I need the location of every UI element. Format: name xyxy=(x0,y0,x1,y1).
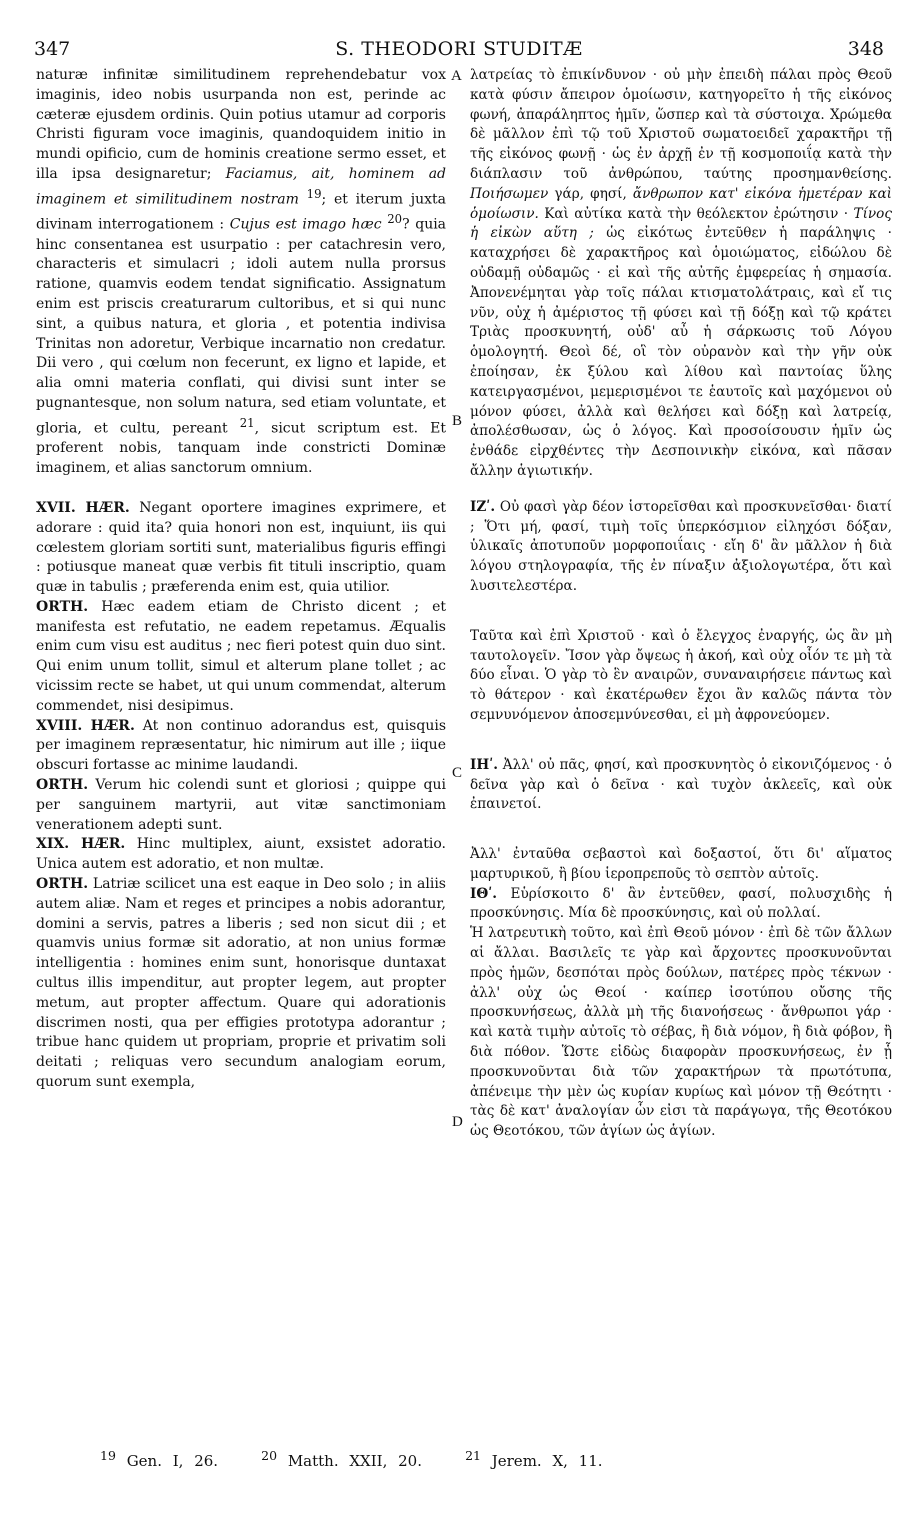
footnote: $^{20}$ Matth. XXII, 20. xyxy=(261,1448,422,1470)
latin-paragraph: XVIII. HÆR. At non continuo adorandus est, quisquis per imaginem repræsentatur, hic nimirum aut ille ; iique obscuri fortasse ac minime laudandi. xyxy=(36,717,447,774)
footnote: $^{19}$ Gen. I, 26. xyxy=(100,1448,219,1470)
page-number-left: 347 xyxy=(34,38,71,60)
scripture-quote: Faciamus, ait, hominem ad imaginem et similitudinem nostram xyxy=(36,165,446,208)
section-label: ΙΖʹ. xyxy=(470,498,496,515)
latin-paragraph: ORTH. Latriæ scilicet una est eaque in Deo solo ; in aliis autem aliæ. Nam et reges et principes a nobis adorantur, domini a servis, patres a liberis ; sed non sicut dii ; et quamvis unius formæ sit adoratio, at non unius formæ intelligentia : homines enim sunt, honorisque duntaxat cultus illis impenditur, aut propter legem, aut propter metum, aut propter affectum. Quare qui adorationis discrimen nosti, qua per effigies prototypa adorantur ; tribue hanc quidem ut propriam, proprie et privatim soli deitati ; reliquas vero secundum analogiam eorum, quorum sunt exempla, xyxy=(36,876,446,1091)
latin-paragraph: ORTH. Verum hic colendi sunt et gloriosi ; quippe qui per sanguinem martyrii, aut vitæ sanctimoniam venerationem adepti sunt. xyxy=(36,777,446,833)
section-label: ORTH. xyxy=(36,598,89,615)
latin-column xyxy=(36,66,446,1093)
section-label: ORTH. xyxy=(36,876,89,893)
section-label: XVII. HÆR. xyxy=(36,499,130,516)
latin-paragraph: XIX. HÆR. Hinc multiplex, aiunt, exsistet adoratio. Unica autem est adoratio, et non multæ. xyxy=(36,836,446,873)
footnote-number: 21 xyxy=(465,1448,481,1463)
section-label: ORTH. xyxy=(36,777,89,794)
latin-paragraph: XVII. HÆR. Negant oportere imagines exprimere, et adorare : quid ita? quia honori non est, inquiunt, iis qui cœlestem gloriam sortiti sunt, materialibus figuris effingi : potiusque maneat quæ verbis fit tituli inscriptio, quam quæ in tabulis ; præferenda enim est, quia utilior. xyxy=(36,499,446,596)
scripture-quote: Ποιήσωμεν xyxy=(470,185,549,202)
footnote-number: 20 xyxy=(261,1448,278,1463)
scripture-quote: Τίνος ἡ εἰκὼν αὕτη ; xyxy=(470,205,892,242)
footnote-ref: 19 xyxy=(306,186,322,201)
page-number-right: 348 xyxy=(847,38,884,60)
footnotes xyxy=(100,1448,800,1470)
greek-paragraph: λατρείας τὸ ἐπικίνδυνον · οὐ μὴν ἐπειδὴ πάλαι πρὸς Θεοῦ κατὰ φύσιν ἄπειρον ὁμοίωσιν, κατηγορεῖτο ἡ τῆς εἰκόνος φωνή, ἀπαράληπτος ἡμῖν, ὥσπερ καὶ τὰ σύστοιχα. Χρώμεθα δὲ μᾶλλον ἐπὶ τῷ τοῦ Χριστοῦ σωματοειδεῖ χαρακτῆρι τῇ τῆς εἰκόνος φωνῇ · ὡς ἐν ἀρχῇ ἐν τῇ κοσμοποιΐᾳ κατὰ τὴν διάπλασιν τοῦ ἀνθρώπου, ταύτης προσημανθείσης. Ποιήσωμεν γάρ, φησί, ἄνθρωπον κατ' εἰκόνα ἡμετέραν καὶ ὁμοίωσιν. Καὶ αὐτίκα κατὰ τὴν θεόλεκτον ἐρώτησιν · Τίνος ἡ εἰκὼν αὕτη ; ὡς εἰκότως ἐντεῦθεν ἡ παράληψις · καταχρήσει δὲ χαρακτῆρος καὶ ὁμοιώματος, εἰδώλου δὲ οὐδαμῇ οὐδαμῶς · εἰ καὶ τῆς αὐτῆς ἐμφερείας ἡ σημασία. Ἀπονενέμηται γὰρ τοῖς πάλαι κτισματολάτραις, καὶ εἴ τις νῦν, οὐχ ἡ ἀμέριστος τῇ φύσει καὶ τῇ δόξῃ καὶ τῷ κράτει Τριὰς προσκυνητή, οὐδ' αὖ ἡ σάρκωσις τοῦ Λόγου ὁμολογητή. Θεοὶ δέ, οἳ τὸν οὐρανὸν καὶ τὴν γῆν οὐκ ἐποίησαν, ἐκ ξύλου καὶ λίθου καὶ παντοίας ὕλης κατειργασμένοι, μεμερισμένοι τε ἑαυτοῖς καὶ μαχόμενοι οὐ μόνον φύσει, ἀλλὰ καὶ θελήσει καὶ δόξῃ καὶ λατρείᾳ, ἀπολέσθωσαν, ὡς ὁ λόγος. Καὶ προσοίσουσιν ἡμῖν ὡς ἐνθάδε εἰρχθέντες τὴν Δεσποινικὴν εἰκόνα, καὶ πᾶσαν ἄλλην ἁγιωτικήν. xyxy=(470,67,892,479)
scripture-quote: Cujus est imago hæc xyxy=(229,216,382,233)
greek-paragraph: Ἀλλ' ἐνταῦθα σεβαστοὶ καὶ δοξαστοί, ὅτι δι' αἵματος μαρτυρικοῦ, ἢ βίου ἱεροπρεποῦς τὸ σεπτὸν αὐτοῖς. xyxy=(470,846,892,882)
footnote: $^{21}$ Jerem. X, 11. xyxy=(465,1448,603,1470)
margin-marker-b: B xyxy=(452,413,463,429)
greek-paragraph: ΙΗʹ. Ἀλλ' οὐ πᾶς, φησί, καὶ προσκυνητὸς ὁ εἰκονιζόμενος · ὁ δεῖνα γὰρ καὶ ὁ δεῖνα · καὶ τυχὸν ἀκλεεῖς, καὶ οὐκ ἐπαινετοί. xyxy=(470,756,892,813)
greek-paragraph: ΙΖʹ. Οὐ φασὶ γὰρ δέον ἱστορεῖσθαι καὶ προσκυνεῖσθαι· διατί ; Ὅτι μή, φασί, τιμὴ τοῖς ὑπερκόσμιον εἰληχόσι δόξαν, ὑλικαῖς ἀποτυποῦν μορφοποιΐαις · εἴη δ' ἂν μᾶλλον ἡ διὰ λόγου στηλογραφία, τῆς ἐν πίναξιν ἀξιολογωτέρα, ὅτι καὶ λυσιτελεστέρα. xyxy=(470,498,893,594)
footnote-number: 19 xyxy=(100,1448,116,1463)
running-header xyxy=(34,38,884,64)
margin-marker-d: D xyxy=(452,1114,463,1130)
section-label: ΙΗʹ. xyxy=(470,756,499,773)
footnote-ref: 20 xyxy=(387,212,403,227)
greek-paragraph: ΙΘʹ. Εὑρίσκοιτο δ' ἂν ἐντεῦθεν, φασί, πολυσχιδὴς ἡ προσκύνησις. Μία δὲ προσκύνησις, καὶ οὐ πολλαί. xyxy=(470,885,892,922)
scripture-quote: ἄνθρωπον κατ' εἰκόνα ἡμετέραν καὶ ὁμοίωσιν. xyxy=(470,185,892,222)
section-label: XIX. HÆR. xyxy=(36,836,126,853)
margin-marker-a: A xyxy=(451,68,462,84)
greek-paragraph: Ταῦτα καὶ ἐπὶ Χριστοῦ · καὶ ὁ ἔλεγχος ἐναργής, ὡς ἂν μὴ ταυτολογεῖν. Ἴσον γὰρ ὄψεως ἡ ἀκοή, καὶ οὐχ οἷόν τε μὴ τὰ δύο εἶναι. Ὁ γὰρ τὸ ἓν αναιρῶν, συναναιρήσειε πάντως καὶ τὸ θάτερον · καὶ ἑκατέρωθεν ἔχοι ἂν καλῶς πάντα τὸν σεμνυνόμενον ἀποσεμνύνεσθαι, εἰ μὴ ἀφρονεύομεν. xyxy=(470,627,892,723)
margin-marker-c: C xyxy=(452,765,463,781)
running-title: S. THEODORI STUDITÆ xyxy=(335,38,583,60)
greek-paragraph: Ἡ λατρευτικὴ τοῦτο, καὶ ἐπὶ Θεοῦ μόνον · ἐπὶ δὲ τῶν ἄλλων αἱ ἄλλαι. Βασιλεῖς τε γὰρ καὶ ἄρχοντες προσκυνοῦνται πρὸς ἡμῶν, δεσπόται πρὸς δούλων, πατέρες πρὸς τέκνων · ἀλλ' οὐχ ὡς Θεοί · καίπερ ἰσοτύπου οὔσης τῆς προσκυνήσεως, ἀλλὰ μὴ τῆς διανοήσεως · ἄνθρωποι γάρ · καὶ κατὰ τιμὴν αὐτοῖς τὸ σέβας, ἢ διὰ νόμον, ἢ διὰ φόβον, ἢ διὰ πόθον. Ὥστε εἰδὼς διαφορὰν προσκυνήσεως, ἐν ᾗ προσκυνοῦνται διὰ τῶν χαρακτήρων τὰ πρωτότυπα, ἀπένειμε τὴν μὲν ὡς κυρίαν κυρίως καὶ μόνον τῇ Θεότητι · τὰς δὲ κατ' ἀναλογίαν ὧν εἰσι τὰ παράγωγα, τῆς Θεοτόκου ὡς Θεοτόκου, τῶν ἁγίων ὡς ἁγίων. xyxy=(470,925,892,1140)
section-label: XVIII. HÆR. xyxy=(36,717,135,734)
latin-paragraph: naturæ infinitæ similitudinem reprehendebatur vox imaginis, ideo nobis usurpanda non est, perinde ac cæteræ ejusdem ordinis. Quin potius utamur ad corporis Christi figuram voce imaginis, quandoquidem initio in mundi opificio, cum de hominis creatione sermo esset, et illa ipsa designaretur; Faciamus, ait, hominem ad imaginem et similitudinem nostram $^{19}$; et iterum juxta divinam interrogationem : Cujus est imago hæc $^{20}$? quia hinc consentanea est usurpatio : per catachresin vero, characteris et simulacri ; idoli autem nulla prorsus ratione, quamvis eodem tendat significatio. Assignatum enim est priscis creaturarum cultoribus, et si qui nunc sint, a quibus natura, et gloria , et potentia indivisa Trinitas non adoretur, Verbique incarnatio non credatur. Dii vero , qui cœlum non fecerunt, ex ligno et lapide, et alia omni materia conflati, qui divisi sunt inter se pugnantesque, non solum natura, sed etiam voluntate, et gloria, et cultu, pereant $^{21}$, sicut scriptum est. Et proferent nobis, tanquam inde constricti Dominæ imaginem, et alias sanctorum omnium. xyxy=(36,67,447,477)
footnote-ref: 21 xyxy=(239,415,255,430)
latin-paragraph: ORTH. Hæc eadem etiam de Christo dicent ; et manifesta est refutatio, ne eadem repetamus. Æqualis enim cum visu est auditus ; nec fieri potest quin duo sint. Qui enim unum tollit, simul et alterum plane tollet ; ac vicissim recte se habet, ut qui unum commendat, alterum commendet, nisi desipimus. xyxy=(36,598,447,714)
section-label: ΙΘʹ. xyxy=(470,885,498,902)
greek-column xyxy=(470,66,892,1142)
